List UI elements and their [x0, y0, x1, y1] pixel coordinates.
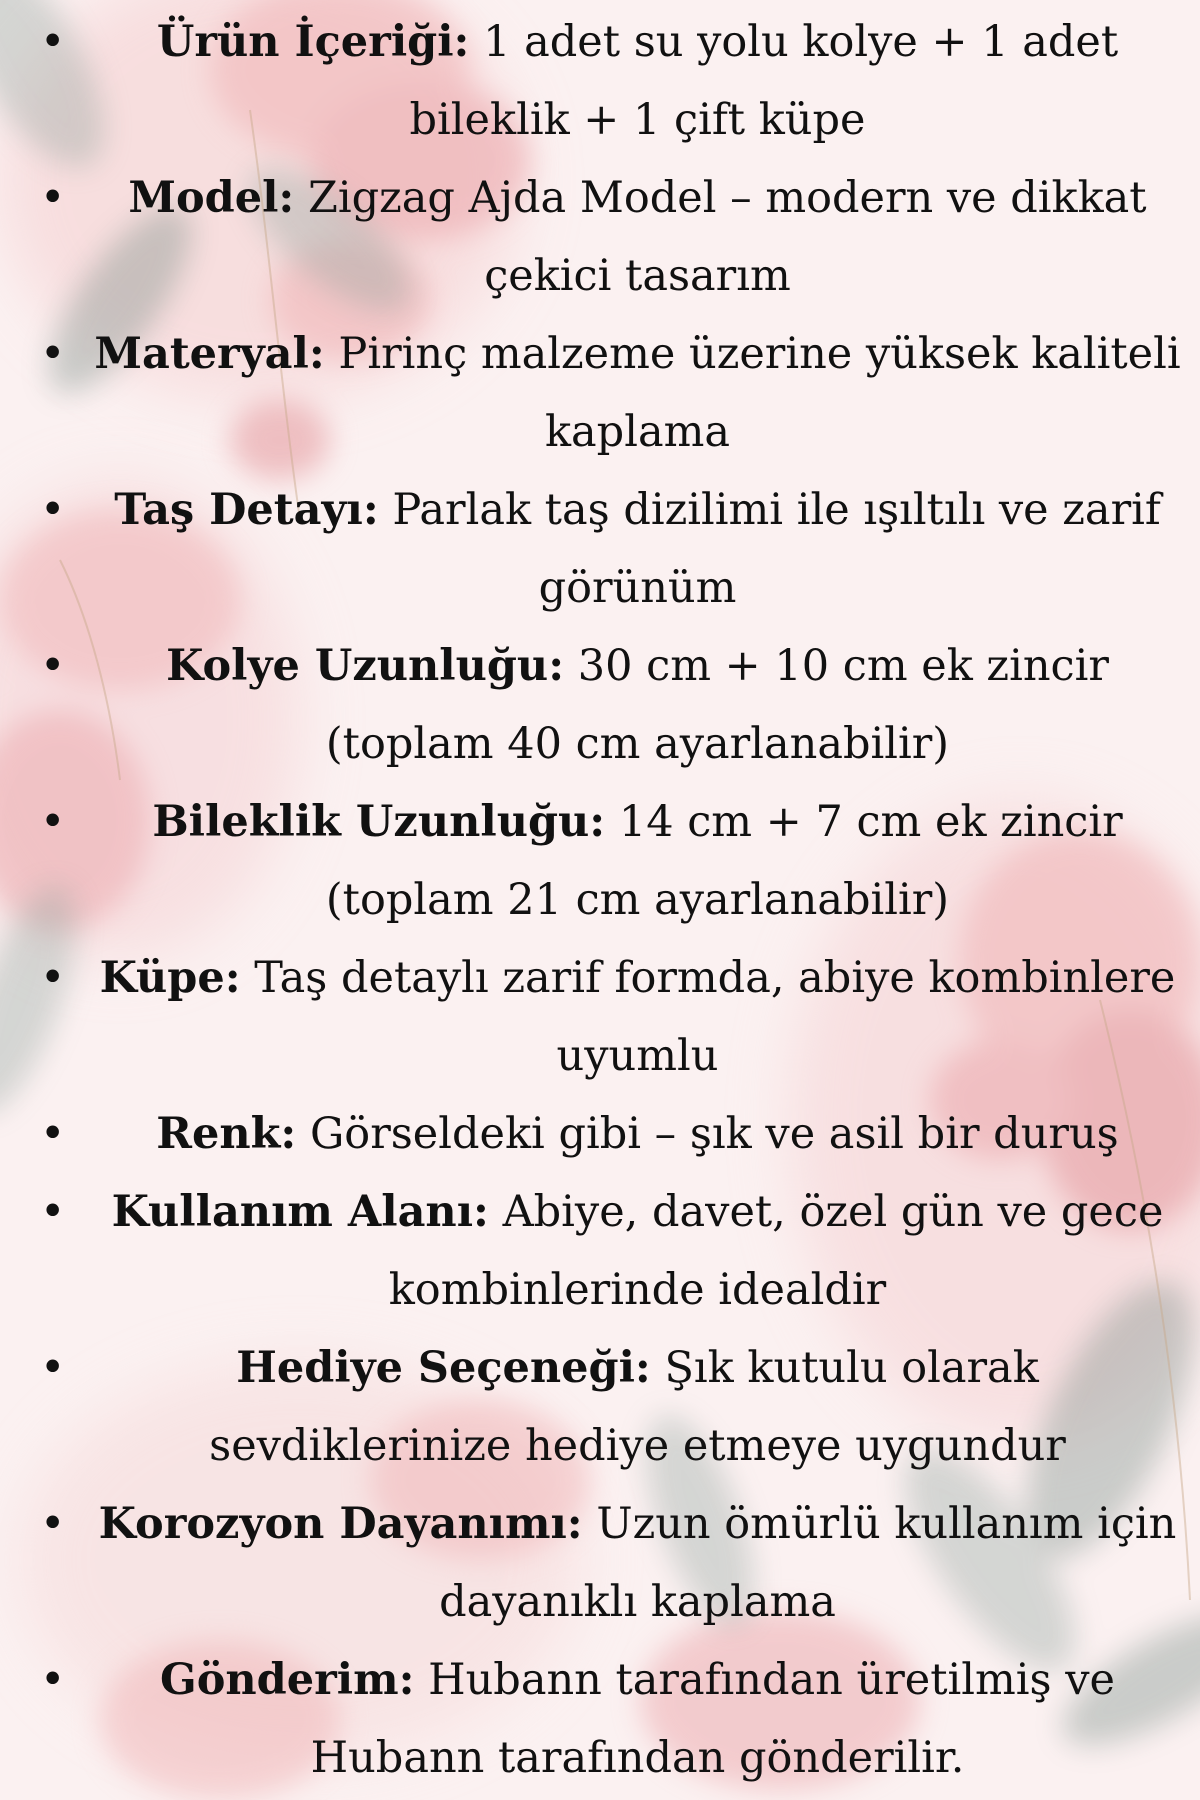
list-item [0, 471, 1200, 627]
spec-value: Uzun ömürlü kullanım için dayanıklı kaplama [439, 1499, 1177, 1627]
bullet-icon: • [40, 17, 66, 67]
spec-label: Kullanım Alanı: [111, 1187, 489, 1237]
spec-label: Model: [128, 173, 295, 223]
spec-label: Taş Detayı: [114, 485, 379, 535]
bullet-icon: • [40, 1499, 66, 1549]
spec-label: Ürün İçeriği: [156, 17, 470, 67]
spec-value: Şık kutulu olarak sevdiklerinize hediye etmeye uygundur [209, 1343, 1066, 1471]
spec-label: Materyal: [94, 329, 325, 379]
spec-value: Hubann tarafından üretilmiş ve Hubann tarafından gönderilir. [310, 1655, 1115, 1783]
bullet-icon: • [40, 953, 66, 1003]
list-item [0, 627, 1200, 783]
list-item [0, 315, 1200, 471]
bullet-icon: • [40, 797, 66, 847]
bullet-icon: • [40, 1343, 66, 1393]
spec-label: Küpe: [99, 953, 241, 1003]
spec-value: Taş detaylı zarif formda, abiye kombinlere uyumlu [240, 953, 1176, 1081]
spec-value: 14 cm + 7 cm ek zincir (toplam 21 cm ayarlanabilir) [325, 797, 1123, 925]
bullet-icon: • [40, 1109, 66, 1159]
bullet-icon: • [40, 329, 66, 379]
list-item [0, 939, 1200, 1095]
spec-value: 30 cm + 10 cm ek zincir (toplam 40 cm ayarlanabilir) [325, 641, 1109, 769]
bullet-icon: • [40, 485, 66, 535]
spec-list [0, 3, 1200, 1797]
list-item [0, 159, 1200, 315]
list-item [0, 1095, 1200, 1173]
list-item [0, 3, 1200, 159]
spec-value: Parlak taş dizilimi ile ışıltılı ve zarif görünüm [378, 485, 1161, 613]
list-item [0, 783, 1200, 939]
spec-value: Abiye, davet, özel gün ve gece kombinlerinde idealdir [388, 1187, 1164, 1315]
list-item [0, 1329, 1200, 1485]
spec-value: Görseldeki gibi – şık ve asil bir duruş [296, 1109, 1119, 1159]
spec-label: Renk: [156, 1109, 297, 1159]
spec-label: Korozyon Dayanımı: [98, 1499, 583, 1549]
list-item [0, 1641, 1200, 1797]
spec-label: Bileklik Uzunluğu: [152, 797, 606, 847]
bullet-icon: • [40, 641, 66, 691]
list-item [0, 1173, 1200, 1329]
spec-label: Hediye Seçeneği: [236, 1343, 651, 1393]
spec-label: Kolye Uzunluğu: [166, 641, 565, 691]
bullet-icon: • [40, 1655, 66, 1705]
spec-value: Zigzag Ajda Model – modern ve dikkat çekici tasarım [294, 173, 1147, 301]
spec-value: 1 adet su yolu kolye + 1 adet bileklik + 1 çift küpe [409, 17, 1119, 145]
list-item [0, 1485, 1200, 1641]
bullet-icon: • [40, 173, 66, 223]
bullet-icon: • [40, 1187, 66, 1237]
spec-value: Pirinç malzeme üzerine yüksek kaliteli kaplama [324, 329, 1181, 457]
spec-label: Gönderim: [159, 1655, 415, 1705]
